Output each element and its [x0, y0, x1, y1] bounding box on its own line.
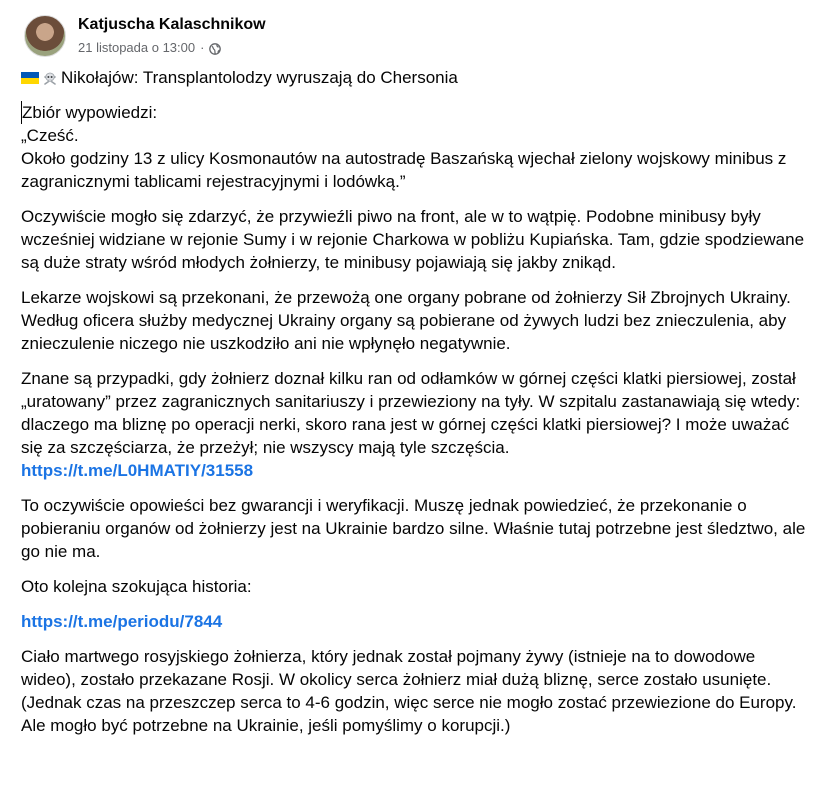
telegram-link-2[interactable]: https://t.me/periodu/7844 [21, 612, 223, 631]
paragraph-6-text: Ciało martwego rosyjskiego żołnierza, który jednak został pojmany żywy (istnieje na to dowodowe wideo), zostało przekazane Rosji. W okolicy serca żołnierz miał dużą bliznę, serce zostało usunięte. [21, 647, 772, 689]
skull-icon [42, 70, 58, 86]
intro-block [21, 101, 811, 193]
paragraph-3 [21, 367, 811, 482]
post-title-line [21, 66, 811, 89]
paragraph-4: To oczywiście opowieści bez gwarancji i weryfikacji. Muszę jednak powiedzieć, że przekonanie o pobieraniu organów od żołnierzy jest na Ukrainie bardzo silne. Właśnie tutaj potrzebne jest śledztwo, ale go nie ma. [21, 496, 806, 561]
paragraph-1: Oczywiście mogło się zdarzyć, że przywieźli piwo na front, ale w to wątpię. Podobne minibusy były wcześniej widziane w rejonie Sumy i w rejonie Charkowa w pobliżu Kupiańska. Tam, gdzie spodziewane są duże straty wśród młodych żołnierzy, te minibusy pojawiają się jakby znikąd. [21, 207, 805, 272]
quote-greeting: „Cześć. [21, 126, 79, 145]
intro-label: Zbiór wypowiedzi: [21, 101, 811, 124]
post-date[interactable]: 21 listopada o 13:00 [78, 40, 196, 55]
ukraine-flag-icon [21, 72, 39, 84]
meta-separator: · [200, 40, 205, 55]
paragraph-2: Lekarze wojskowi są przekonani, że przewożą one organy pobrane od żołnierzy Sił Zbrojnych Ukrainy. Według oficera służby medycznej Ukrainy organy są pobierane od żywych ludzi bez znieczulenia, aby znieczulenie niczego nie uszkodziło ani nie wpłynęło negatywnie. [21, 288, 791, 353]
link-paragraph [21, 610, 811, 633]
paragraph-6 [21, 645, 811, 737]
paragraph-3-text: Znane są przypadki, gdy żołnierz doznał kilku ran od odłamków w górnej części klatki piersiowej, został „uratowany” przez zagranicznych sanitariuszy i przewieziony na tyły. W szpitalu zastanawiają się wtedy: dlaczego ma bliznę po operacji nerki, skoro rana jest w górnej części klatki piersiowej? I może uważać się za szczęściarza, że przeżył; nie wszyscy mają tyle szczęścia. [21, 369, 801, 457]
paragraph-5: Oto kolejna szokująca historia: [21, 577, 252, 596]
post-subline [78, 39, 266, 57]
quote-body: Około godziny 13 z ulicy Kosmonautów na autostradę Baszańską wjechał zielony wojskowy minibus z zagranicznymi tablicami rejestracyjnymi i lodówką.” [21, 149, 787, 191]
post-meta [78, 15, 266, 57]
post-title: Nikołajów: Transplantolodzy wyruszają do Chersonia [61, 68, 458, 87]
author-name[interactable]: Katjuscha Kalaschnikow [78, 16, 266, 33]
post-header [24, 14, 266, 58]
post-content [21, 66, 811, 737]
paragraph-7-text: (Jednak czas na przeszczep serca to 4-6 godzin, więc serce nie mogło zostać przewiezione do Europy. Ale mogło być potrzebne na Ukrainie, jeśli pomyślimy o korupcji.) [21, 693, 797, 735]
avatar[interactable] [24, 15, 66, 57]
globe-icon[interactable] [209, 42, 221, 54]
telegram-link-1[interactable]: https://t.me/L0HMATIY/31558 [21, 461, 254, 480]
